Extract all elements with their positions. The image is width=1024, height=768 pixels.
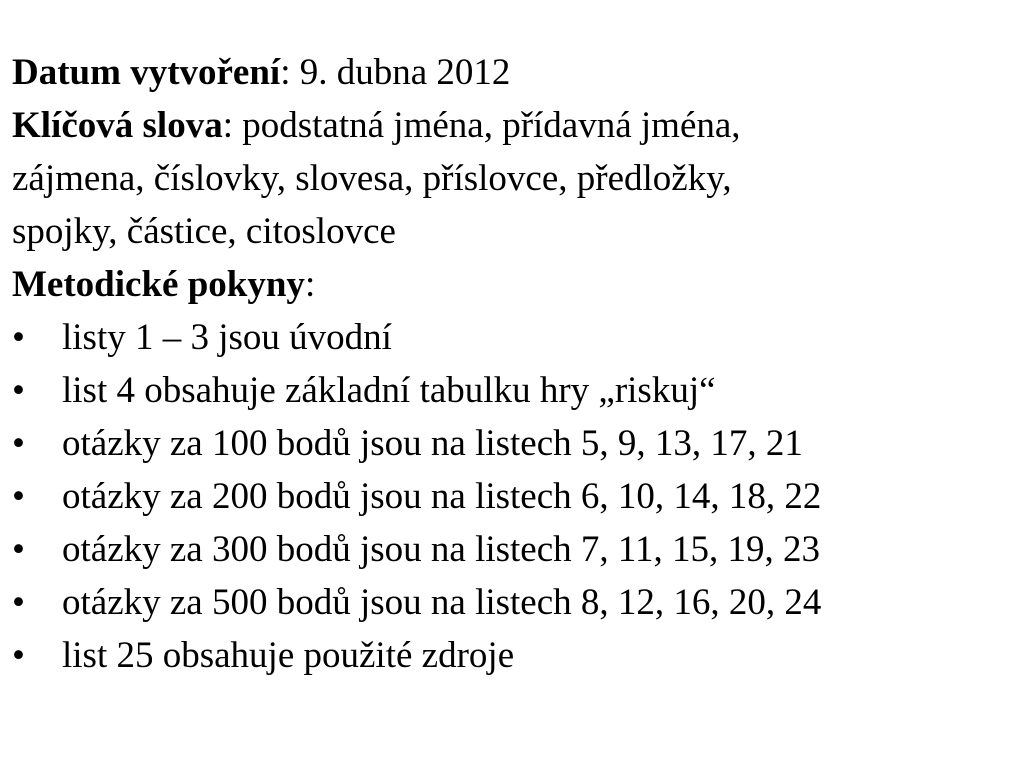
keywords-text-2: zájmena, číslovky, slovesa, příslovce, předložky, [12, 158, 732, 199]
keywords-text-3: spojky, částice, citoslovce [12, 211, 396, 252]
creation-date-label: Datum vytvoření [12, 52, 281, 93]
instructions-list [12, 311, 1012, 682]
list-item [12, 364, 1012, 417]
list-item-text: otázky za 200 bodů jsou na listech 6, 10, 14, 18, 22 [62, 476, 822, 517]
bullet-icon: • [12, 582, 25, 623]
list-item-text: list 25 obsahuje použité zdroje [62, 635, 515, 676]
instructions-separator: : [304, 264, 316, 305]
bullet-icon: • [12, 423, 25, 464]
keywords-line-2 [12, 152, 1012, 205]
creation-date-value: 9. dubna 2012 [299, 52, 511, 93]
bullet-icon: • [12, 476, 25, 517]
list-item-text: listy 1 – 3 jsou úvodní [62, 317, 392, 358]
keywords-label: Klíčová slova [12, 105, 223, 146]
list-item-text: otázky za 300 bodů jsou na listech 7, 11, 15, 19, 23 [62, 529, 821, 570]
list-item [12, 417, 1012, 470]
creation-date-separator: : [280, 52, 300, 93]
bullet-icon: • [12, 635, 25, 676]
list-item-text: otázky za 500 bodů jsou na listech 8, 12, 16, 20, 24 [62, 582, 822, 623]
keywords-line-1 [12, 99, 1012, 152]
bullet-icon: • [12, 529, 25, 570]
list-item [12, 470, 1012, 523]
list-item-text: list 4 obsahuje základní tabulku hry „riskuj“ [62, 370, 716, 411]
list-item [12, 629, 1012, 682]
bullet-icon: • [12, 370, 25, 411]
keywords-separator: : [222, 105, 243, 146]
list-item [12, 311, 1012, 364]
slide-content [12, 46, 1012, 682]
bullet-icon: • [12, 317, 25, 358]
keywords-text-1: podstatná jména, přídavná jména, [242, 105, 741, 146]
instructions-label: Metodické pokyny [12, 264, 305, 305]
creation-date-line [12, 46, 1012, 99]
list-item [12, 576, 1012, 629]
list-item-text: otázky za 100 bodů jsou na listech 5, 9, 13, 17, 21 [62, 423, 803, 464]
keywords-line-3 [12, 205, 1012, 258]
instructions-heading [12, 258, 1012, 311]
list-item [12, 523, 1012, 576]
